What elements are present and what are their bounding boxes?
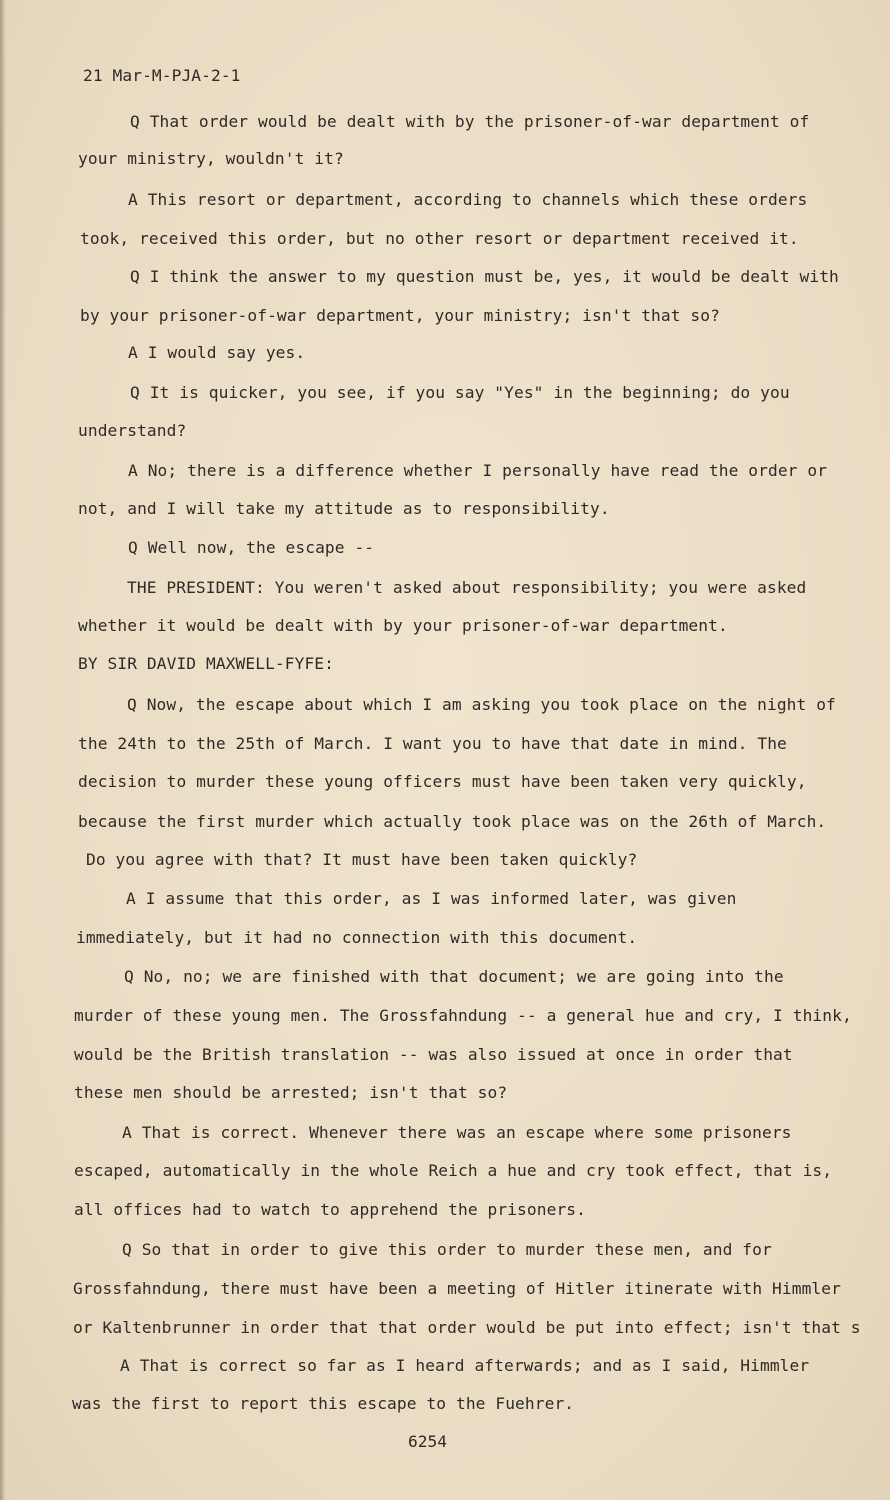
body-line: A No; there is a difference whether I personally have read the order or: [128, 461, 828, 480]
body-line: A I assume that this order, as I was informed later, was given: [126, 889, 737, 908]
body-line: A I would say yes.: [128, 343, 306, 362]
body-line: Q Now, the escape about which I am asking you took place on the night of: [127, 695, 836, 714]
body-line: the 24th to the 25th of March. I want you to have that date in mind. The: [78, 734, 787, 753]
body-line: Q I think the answer to my question must be, yes, it would be dealt with: [130, 267, 839, 286]
examiner-heading: BY SIR DAVID MAXWELL-FYFE:: [78, 654, 334, 673]
body-line: Q No, no; we are finished with that document; we are going into the: [124, 967, 784, 986]
body-line: decision to murder these young officers must have been taken very quickly,: [78, 772, 807, 791]
body-line: Do you agree with that? It must have been taken quickly?: [86, 850, 638, 869]
body-line: THE PRESIDENT: You weren't asked about responsibility; you were asked: [127, 578, 807, 597]
body-line: was the first to report this escape to the Fuehrer.: [72, 1394, 575, 1413]
body-line: Q Well now, the escape --: [128, 538, 375, 557]
body-line: A That is correct so far as I heard afterwards; and as I said, Himmler: [120, 1356, 810, 1375]
body-line: understand?: [78, 421, 187, 440]
body-line: because the first murder which actually took place was on the 26th of March.: [78, 812, 827, 831]
body-line: A That is correct. Whenever there was an escape where some prisoners: [122, 1123, 792, 1142]
body-line: murder of these young men. The Grossfahndung -- a general hue and cry, I think,: [74, 1006, 852, 1025]
body-line: not, and I will take my attitude as to responsibility.: [78, 499, 610, 518]
body-line: Q It is quicker, you see, if you say "Yes" in the beginning; do you: [130, 383, 790, 402]
body-line: all offices had to watch to apprehend the prisoners.: [74, 1200, 586, 1219]
body-line: Grossfahndung, there must have been a meeting of Hitler itinerate with Himmler: [73, 1279, 841, 1298]
body-line: whether it would be dealt with by your prisoner-of-war department.: [78, 616, 728, 635]
body-line: took, received this order, but no other resort or department received it.: [80, 229, 799, 248]
body-line: would be the British translation -- was also issued at once in order that: [74, 1045, 793, 1064]
body-line: Q So that in order to give this order to murder these men, and for: [122, 1240, 772, 1259]
body-line: A This resort or department, according to channels which these orders: [128, 190, 808, 209]
body-line: or Kaltenbrunner in order that that order would be put into effect; isn't that s: [73, 1318, 861, 1337]
body-line: Q That order would be dealt with by the prisoner-of-war department of: [130, 112, 810, 131]
body-line: your ministry, wouldn't it?: [78, 149, 344, 168]
body-line: escaped, automatically in the whole Reich a hue and cry took effect, that is,: [74, 1161, 833, 1180]
body-line: immediately, but it had no connection with this document.: [76, 928, 638, 947]
page-edge-shadow: [0, 0, 6, 1500]
body-line: by your prisoner-of-war department, your ministry; isn't that so?: [80, 306, 720, 325]
body-line: these men should be arrested; isn't that so?: [74, 1083, 508, 1102]
page-reference: 21 Mar-M-PJA-2-1: [83, 66, 241, 85]
page-number: 6254: [408, 1432, 447, 1451]
